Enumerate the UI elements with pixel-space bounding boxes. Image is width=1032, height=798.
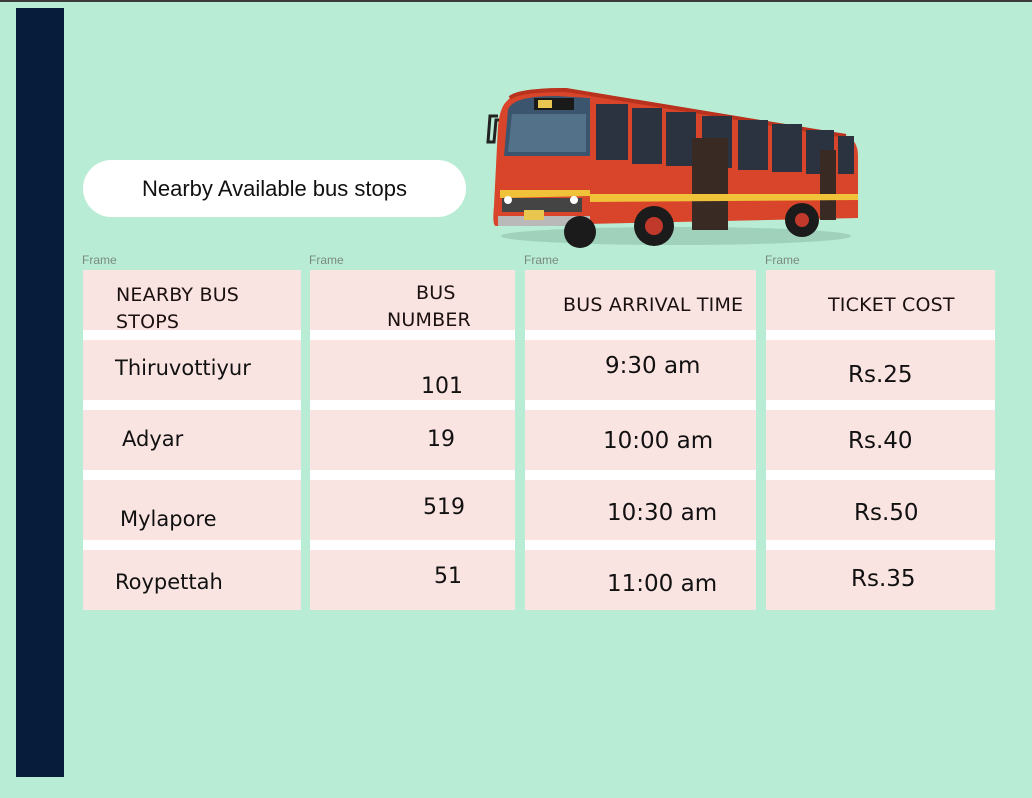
bus-image — [486, 86, 860, 254]
table-cell — [83, 480, 301, 540]
header-cell-stops — [83, 270, 301, 333]
frame-label: Frame — [82, 253, 117, 267]
stop-name: Mylapore — [120, 507, 217, 531]
stop-name: Adyar — [122, 427, 184, 451]
table-cell — [310, 550, 515, 610]
ticket-cost: Rs.50 — [854, 500, 919, 526]
table-cell — [310, 480, 515, 540]
frame-label: Frame — [524, 253, 559, 267]
table-cell — [83, 550, 301, 610]
page-title: Nearby Available bus stops — [142, 175, 407, 201]
table-cell — [310, 410, 515, 470]
header-number-line1: BUS — [416, 282, 456, 304]
header-cost: TICKET COST — [828, 294, 955, 316]
bus-number: 51 — [434, 564, 462, 589]
time-column — [525, 270, 756, 610]
header-stops-line1: NEARBY BUS — [116, 284, 240, 306]
sidebar — [16, 8, 64, 777]
header-time: BUS ARRIVAL TIME — [563, 294, 744, 316]
header-cell-time — [525, 270, 756, 330]
nearby-stops-title[interactable] — [83, 160, 466, 217]
header-cell-number — [310, 270, 515, 330]
cost-column — [766, 270, 995, 610]
arrival-time: 10:30 am — [607, 500, 718, 526]
arrival-time: 9:30 am — [605, 353, 701, 379]
table-cell — [83, 410, 301, 470]
header-stops-line2: STOPS — [116, 311, 180, 333]
frame-label: Frame — [309, 253, 344, 267]
arrival-time: 10:00 am — [603, 428, 714, 454]
table-cell — [525, 340, 756, 400]
table-cell — [525, 410, 756, 470]
header-number-line2: NUMBER — [387, 309, 471, 331]
bus-number: 19 — [427, 427, 455, 452]
stops-column — [83, 270, 301, 610]
table-cell — [525, 550, 756, 610]
ticket-cost: Rs.40 — [848, 428, 913, 454]
table-cell — [310, 340, 515, 400]
table-cell — [766, 340, 995, 400]
table-cell — [766, 550, 995, 610]
table-cell — [525, 480, 756, 540]
arrival-time: 11:00 am — [607, 571, 718, 597]
bus-number: 101 — [421, 374, 463, 399]
ticket-cost: Rs.25 — [848, 362, 913, 388]
table-cell — [766, 410, 995, 470]
frame-label: Frame — [765, 253, 800, 267]
table-cell — [766, 480, 995, 540]
table-cell — [83, 340, 301, 400]
stop-name: Thiruvottiyur — [115, 356, 251, 380]
stop-name: Roypettah — [115, 570, 223, 594]
number-column — [310, 270, 515, 610]
bus-number: 519 — [423, 495, 465, 520]
header-cell-cost — [766, 270, 995, 330]
top-border — [0, 0, 1032, 2]
ticket-cost: Rs.35 — [851, 566, 916, 592]
